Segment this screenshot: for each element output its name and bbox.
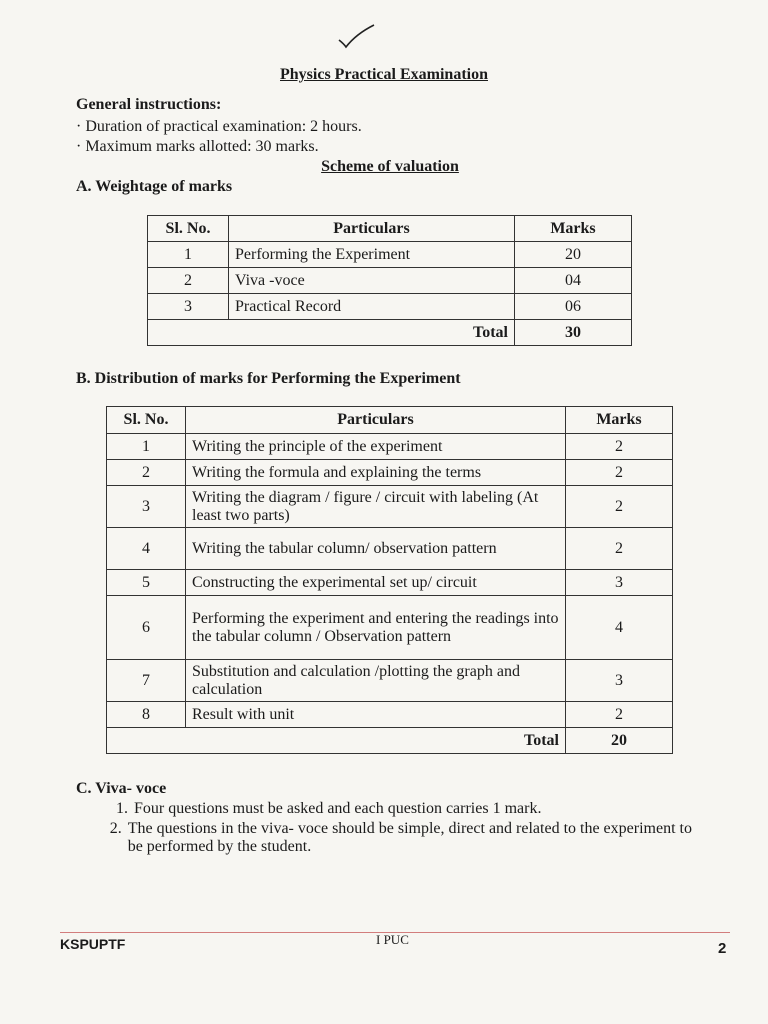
total-label: Total <box>148 320 515 346</box>
section-a-heading: A. Weightage of marks <box>76 178 233 195</box>
cell-slno: 1 <box>148 242 229 268</box>
cell-particular: Writing the tabular column/ observation pattern <box>186 528 566 570</box>
cell-marks: 4 <box>566 596 673 660</box>
cell-slno: 3 <box>148 294 229 320</box>
cell-slno: 2 <box>148 268 229 294</box>
cell-slno: 4 <box>107 528 186 570</box>
cell-marks: 3 <box>566 570 673 596</box>
distribution-table <box>106 406 673 754</box>
viva-voce-list <box>100 800 710 858</box>
general-instructions-heading: General instructions: <box>76 96 222 113</box>
cell-marks: 04 <box>515 268 632 294</box>
total-value: 30 <box>515 320 632 346</box>
table-row <box>148 294 632 320</box>
cell-marks: 3 <box>566 660 673 702</box>
column-header-marks: Marks <box>566 407 673 434</box>
cell-marks: 06 <box>515 294 632 320</box>
table-total-row <box>148 320 632 346</box>
cell-particular: Writing the formula and explaining the terms <box>186 460 566 486</box>
cell-marks: 20 <box>515 242 632 268</box>
table-row <box>107 596 673 660</box>
cell-particular: Practical Record <box>229 294 515 320</box>
cell-marks: 2 <box>566 528 673 570</box>
cell-particular: Viva -voce <box>229 268 515 294</box>
footer-organization: KSPUPTF <box>60 936 126 952</box>
cell-marks: 2 <box>566 702 673 728</box>
column-header-particulars: Particulars <box>229 216 515 242</box>
cell-particular: Result with unit <box>186 702 566 728</box>
column-header-marks: Marks <box>515 216 632 242</box>
cell-slno: 1 <box>107 434 186 460</box>
cell-particular: Performing the Experiment <box>229 242 515 268</box>
table-row <box>107 528 673 570</box>
cell-marks: 2 <box>566 486 673 528</box>
list-item-text: Four questions must be asked and each question carries 1 mark. <box>134 800 542 817</box>
cell-marks: 2 <box>566 434 673 460</box>
footer-class: I PUC <box>376 932 409 947</box>
table-row <box>107 460 673 486</box>
scheme-heading: Scheme of valuation <box>321 158 459 175</box>
total-label: Total <box>107 728 566 754</box>
list-item-text: The questions in the viva- voce should be simple, direct and related to the experiment to be performed by the student. <box>127 820 692 855</box>
weightage-table <box>147 215 632 346</box>
list-item-number: 2. <box>109 820 122 837</box>
cell-slno: 2 <box>107 460 186 486</box>
cell-particular: Writing the principle of the experiment <box>186 434 566 460</box>
table-total-row <box>107 728 673 754</box>
table-row <box>107 660 673 702</box>
instruction-max-marks: · Maximum marks allotted: 30 marks. <box>76 138 319 155</box>
cell-particular: Writing the diagram / figure / circuit with labeling (At least two parts) <box>186 486 566 528</box>
cell-particular: Constructing the experimental set up/ circuit <box>186 570 566 596</box>
table-row <box>107 434 673 460</box>
check-mark-icon <box>336 22 376 50</box>
table-row <box>148 268 632 294</box>
column-header-slno: Sl. No. <box>148 216 229 242</box>
list-item <box>100 800 710 818</box>
cell-slno: 5 <box>107 570 186 596</box>
instruction-duration: · Duration of practical examination: 2 hours. <box>76 118 362 135</box>
cell-slno: 3 <box>107 486 186 528</box>
column-header-slno: Sl. No. <box>107 407 186 434</box>
table-row <box>107 570 673 596</box>
cell-slno: 7 <box>107 660 186 702</box>
cell-particular: Substitution and calculation /plotting the graph and calculation <box>186 660 566 702</box>
page-title: Physics Practical Examination <box>280 66 488 83</box>
total-value: 20 <box>566 728 673 754</box>
section-b-heading: B. Distribution of marks for Performing the Experiment <box>76 370 461 387</box>
cell-particular: Performing the experiment and entering the readings into the tabular column / Observation pattern <box>186 596 566 660</box>
cell-slno: 6 <box>107 596 186 660</box>
table-header-row <box>107 407 673 434</box>
cell-marks: 2 <box>566 460 673 486</box>
column-header-particulars: Particulars <box>186 407 566 434</box>
table-row <box>107 702 673 728</box>
table-header-row <box>148 216 632 242</box>
page-number: 2 <box>718 940 727 957</box>
table-row <box>148 242 632 268</box>
section-c-heading: C. Viva- voce <box>76 780 167 797</box>
table-row <box>107 486 673 528</box>
cell-slno: 8 <box>107 702 186 728</box>
list-item-number: 1. <box>116 800 128 817</box>
list-item <box>100 820 710 856</box>
